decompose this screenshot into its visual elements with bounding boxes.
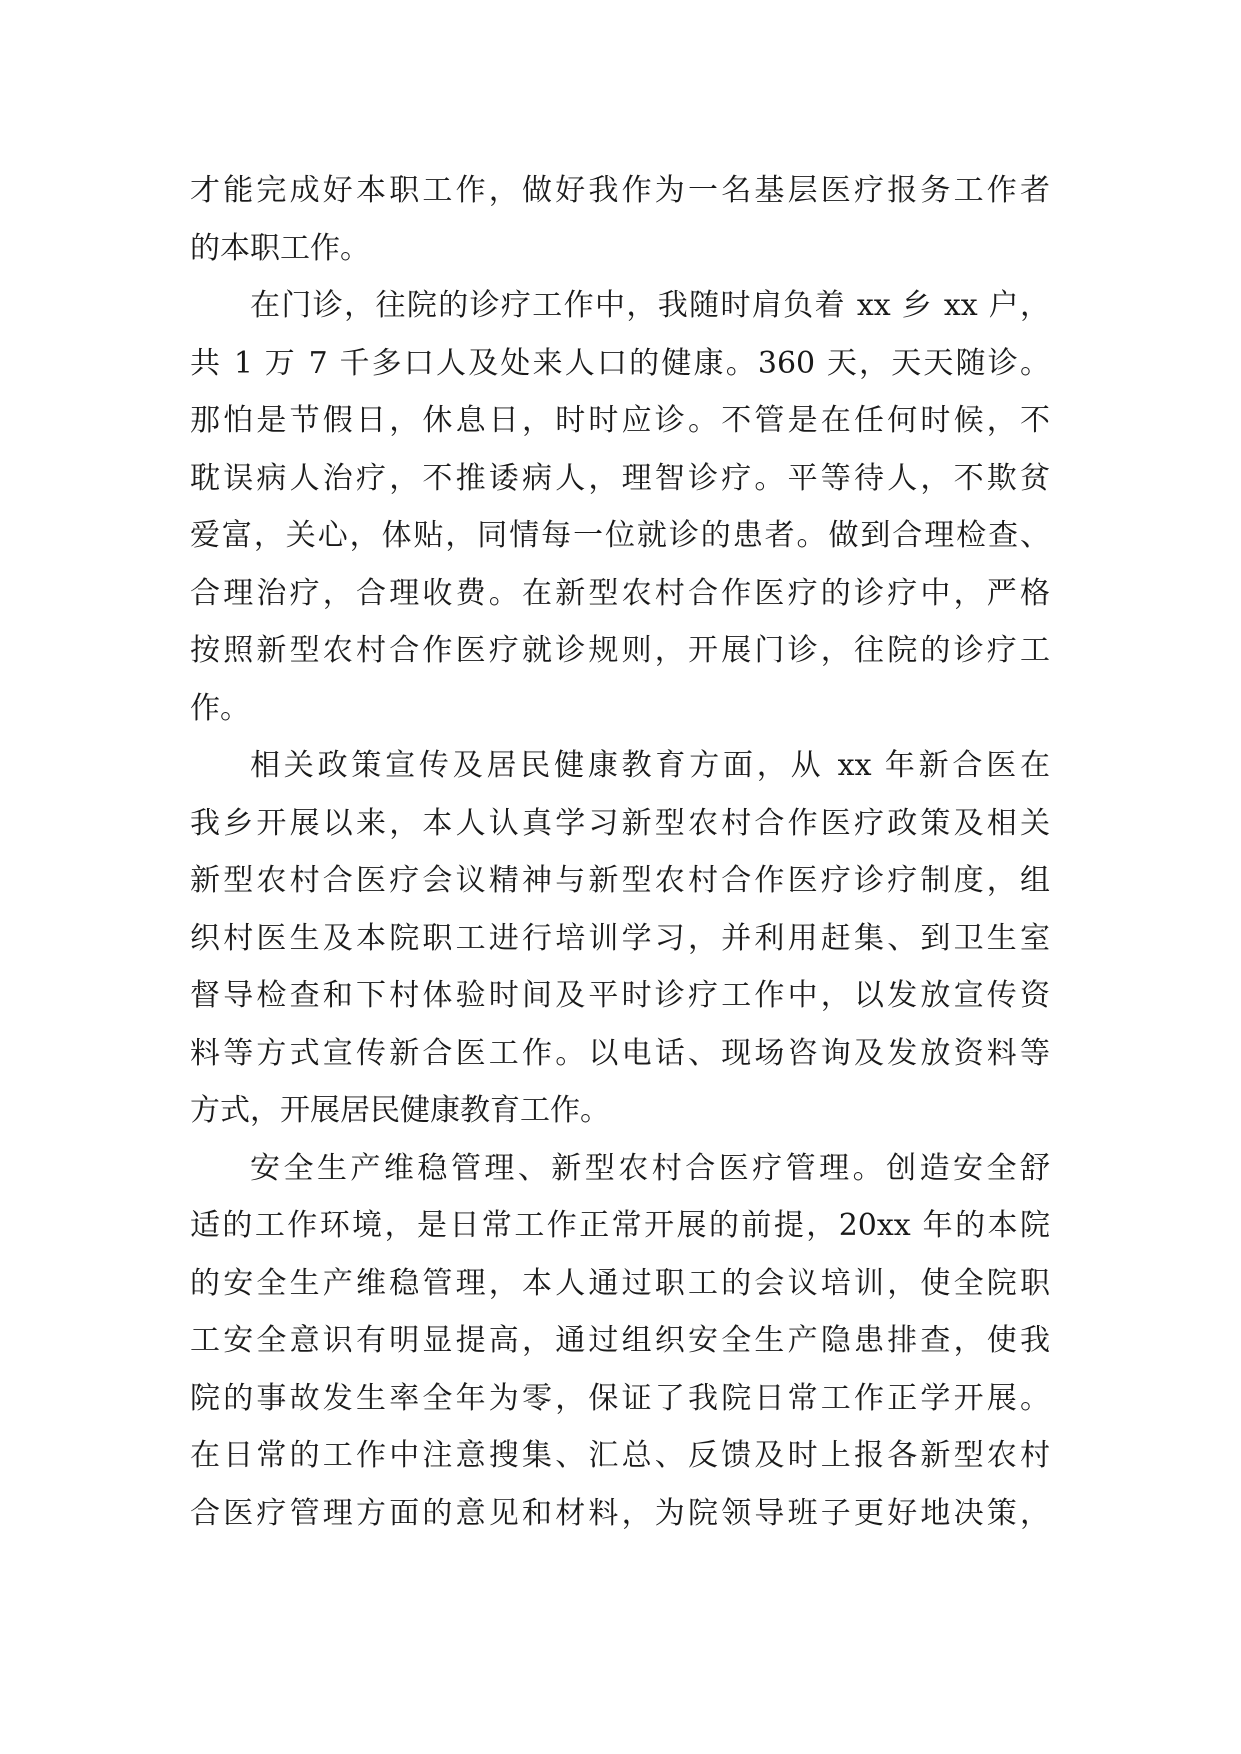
text-line: 我乡开展以来，本人认真学习新型农村合作医疗政策及相关 bbox=[190, 805, 1050, 841]
text-line: 织村医生及本院职工进行培训学习，并利用赶集、到卫生室 bbox=[190, 920, 1050, 956]
text-line: 合理治疗，合理收费。在新型农村合作医疗的诊疗中，严格 bbox=[190, 575, 1050, 611]
document-body bbox=[190, 162, 1050, 1542]
text-line: 新型农村合医疗会议精神与新型农村合作医疗诊疗制度，组 bbox=[190, 863, 1050, 898]
text-line: 耽误病人治疗，不推诿病人，理智诊疗。平等待人，不欺贫 bbox=[190, 460, 1050, 496]
paragraph bbox=[190, 737, 1050, 1140]
text-line: 相关政策宣传及居民健康教育方面，从 xx 年新合医在 bbox=[250, 748, 1050, 783]
paragraph bbox=[190, 277, 1050, 737]
text-line: 在日常的工作中注意搜集、汇总、反馈及时上报各新型农村 bbox=[190, 1438, 1050, 1473]
text-line: 工安全意识有明显提高，通过组织安全生产隐患排查，使我 bbox=[190, 1323, 1050, 1358]
text-line: 的本职工作。 bbox=[190, 230, 370, 266]
text-line: 那怕是节假日，休息日，时时应诊。不管是在任何时候，不 bbox=[190, 403, 1050, 438]
paragraph bbox=[190, 1140, 1050, 1543]
text-line: 院的事故发生率全年为零，保证了我院日常工作正学开展。 bbox=[190, 1380, 1050, 1416]
paragraph bbox=[190, 162, 1050, 277]
text-line: 才能完成好本职工作，做好我作为一名基层医疗报务工作者 bbox=[190, 173, 1050, 208]
text-line: 的安全生产维稳管理，本人通过职工的会议培训，使全院职 bbox=[190, 1265, 1050, 1301]
text-line: 在门诊，往院的诊疗工作中，我随时肩负着 xx 乡 xx 户， bbox=[250, 288, 1050, 323]
text-line: 共 1 万 7 千多口人及处来人口的健康。360 天，天天随诊。 bbox=[190, 345, 1050, 381]
text-line: 安全生产维稳管理、新型农村合医疗管理。创造安全舒 bbox=[250, 1150, 1050, 1186]
text-line: 爱富，关心，体贴，同情每一位就诊的患者。做到合理检查、 bbox=[190, 518, 1050, 553]
text-line: 合医疗管理方面的意见和材料，为院领导班子更好地决策， bbox=[190, 1495, 1050, 1531]
text-line: 按照新型农村合作医疗就诊规则，开展门诊，往院的诊疗工 bbox=[190, 633, 1050, 668]
text-line: 作。 bbox=[190, 690, 250, 726]
text-line: 督导检查和下村体验时间及平时诊疗工作中，以发放宣传资 bbox=[190, 978, 1050, 1013]
text-line: 方式，开展居民健康教育工作。 bbox=[190, 1093, 610, 1128]
text-line: 适的工作环境，是日常工作正常开展的前提，20xx 年的本院 bbox=[190, 1208, 1050, 1243]
text-line: 料等方式宣传新合医工作。以电话、现场咨询及发放资料等 bbox=[190, 1035, 1050, 1071]
